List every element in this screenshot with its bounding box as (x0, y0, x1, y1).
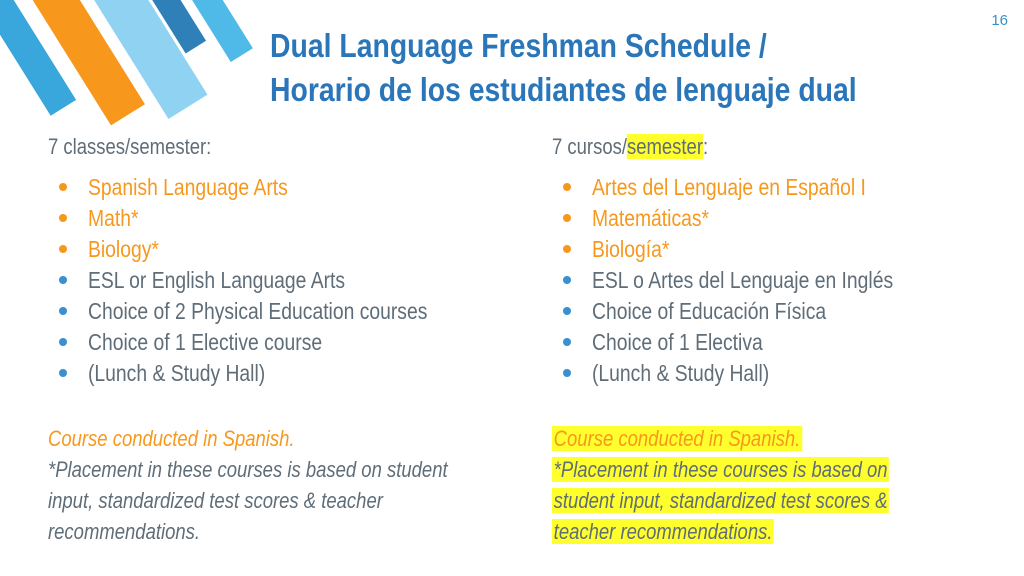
list-item: (Lunch & Study Hall) (48, 358, 528, 389)
bullet-icon (59, 369, 67, 377)
bullet-icon (563, 245, 571, 253)
highlighted-text: semester (626, 134, 703, 159)
list-item: Artes del Lenguaje en Español I (552, 172, 1024, 203)
list-item: Choice of 2 Physical Education courses (48, 296, 528, 327)
note-line: teacher recommendations. (553, 519, 773, 544)
bullet-icon (563, 338, 571, 346)
list-item: Spanish Language Arts (48, 172, 528, 203)
note-line: *Placement in these courses is based on student (48, 457, 448, 482)
title-line-1: Dual Language Freshman Schedule / (270, 27, 767, 64)
english-heading: 7 classes/semester: (48, 134, 212, 159)
list-item: (Lunch & Study Hall) (552, 358, 1024, 389)
bullet-icon (59, 307, 67, 315)
list-item: Biology* (48, 234, 528, 265)
bullet-icon (563, 183, 571, 191)
spanish-notes (552, 423, 1024, 547)
decorative-stripes (0, 0, 260, 140)
spanish-heading: 7 cursos/semester: (552, 134, 709, 159)
list-item: Matemáticas* (552, 203, 1024, 234)
english-column (48, 132, 528, 547)
list-item: ESL or English Language Arts (48, 265, 528, 296)
note-line: input, standardized test scores & teacher (48, 488, 383, 513)
spanish-column (552, 132, 1024, 547)
bullet-icon (59, 245, 67, 253)
english-notes (48, 423, 528, 547)
bullet-icon (563, 214, 571, 222)
list-item: Choice of 1 Electiva (552, 327, 1024, 358)
bullet-icon (563, 307, 571, 315)
english-course-list (48, 172, 528, 389)
bullet-icon (563, 369, 571, 377)
bullet-icon (59, 183, 67, 191)
bullet-icon (59, 214, 67, 222)
bullet-icon (59, 276, 67, 284)
list-item: Biología* (552, 234, 1024, 265)
bullet-icon (563, 276, 571, 284)
list-item: ESL o Artes del Lenguaje en Inglés (552, 265, 1024, 296)
note-line: recommendations. (48, 519, 201, 544)
list-item: Choice of 1 Elective course (48, 327, 528, 358)
list-item: Math* (48, 203, 528, 234)
title-line-2: Horario de los estudiantes de lenguaje dual (270, 71, 857, 108)
list-item: Choice of Educación Física (552, 296, 1024, 327)
note-line: Course conducted in Spanish. (553, 426, 801, 451)
note-line: Course conducted in Spanish. (48, 426, 295, 451)
spanish-course-list (552, 172, 1024, 389)
note-line: *Placement in these courses is based on (553, 457, 888, 482)
slide-title (270, 24, 872, 112)
note-line: student input, standardized test scores & (553, 488, 888, 513)
page-number: 16 (991, 12, 1008, 29)
bullet-icon (59, 338, 67, 346)
